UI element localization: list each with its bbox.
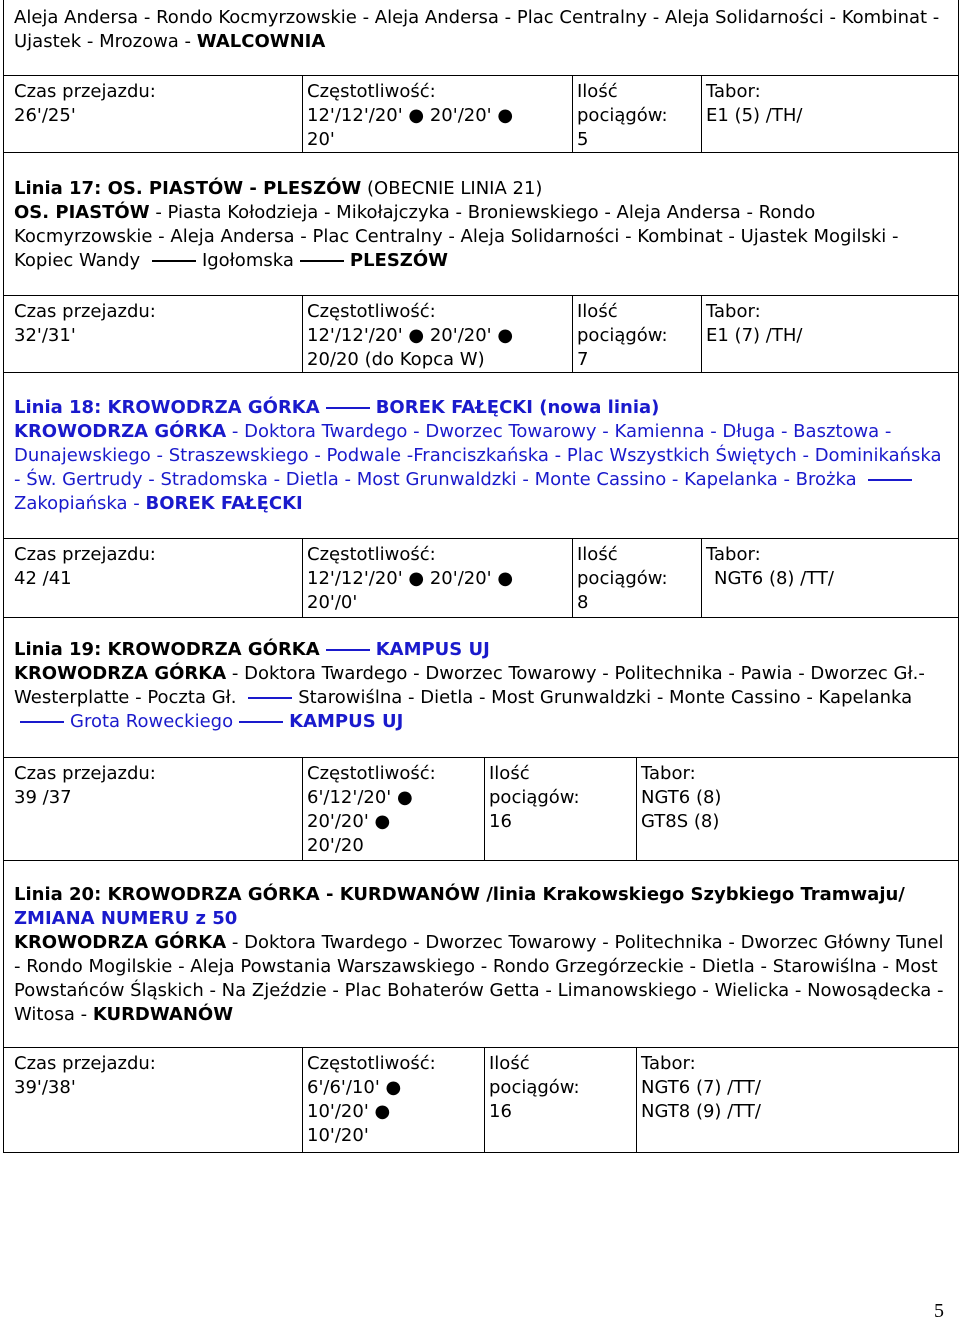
line-17-title: Linia 17: OS. PIASTÓW - PLESZÓW (OBECNIE LINIA 21): [14, 178, 543, 199]
rolling-stock-cell: Tabor: E1 (5) /TH/: [701, 76, 802, 152]
line-18-title: Linia 18: KROWODRZA GÓRKA BOREK FAŁĘCKI (nowa linia): [14, 397, 660, 418]
train-count-cell: Ilość pociągów: 16: [484, 758, 580, 860]
travel-time-cell: Czas przejazdu: 32'/31': [14, 301, 156, 346]
route-dash: [868, 479, 912, 481]
line-19-title: Linia 19: KROWODRZA GÓRKA KAMPUS UJ: [14, 639, 490, 660]
rolling-stock-cell: Tabor: NGT6 (8) GT8S (8): [636, 758, 721, 860]
travel-time-cell: Czas przejazdu: 39 /37: [14, 763, 156, 808]
info-row-4: [4, 757, 958, 861]
line-20-title: Linia 20: KROWODRZA GÓRKA - KURDWANÓW /linia Krakowskiego Szybkiego Tramwaju/ ZMIANA NUMERU z 50: [14, 884, 905, 929]
train-count-cell: Ilość pociągów: 8: [572, 539, 668, 617]
route-description-top: Aleja Andersa - Rondo Kocmyrzowskie - Aleja Andersa - Plac Centralny - Aleja Solidarności - Kombinat - Ujastek - Mrozowa - WALCOWNIA: [14, 7, 940, 52]
route-dash: [300, 260, 344, 262]
line-17-route: OS. PIASTÓW - Piasta Kołodzieja - Mikołajczyka - Broniewskiego - Aleja Andersa - Rondo Kocmyrzowskie - Aleja Andersa - Plac Centralny - Aleja Solidarności - Kombinat - Ujastek Mogilski - Kopiec Wandy Igołomska PLESZÓW: [14, 202, 899, 271]
travel-time-cell: Czas przejazdu: 42 /41: [14, 544, 156, 589]
route-dash: [326, 649, 370, 651]
route-dash: [152, 260, 196, 262]
info-row-5: [4, 1047, 958, 1152]
rolling-stock-cell: Tabor: NGT6 (8) /TT/: [701, 539, 834, 617]
frequency-cell: Częstotliwość: 12'/12'/20' ● 20'/20' ● 20'/0': [302, 539, 513, 617]
train-count-cell: Ilość pociągów: 5: [572, 76, 668, 152]
document-page: [3, 0, 959, 1153]
travel-time-cell: Czas przejazdu: 39'/38': [14, 1053, 156, 1098]
line-19-route: KROWODRZA GÓRKA - Doktora Twardego - Dworzec Towarowy - Politechnika - Pawia - Dworzec Gł.- Westerplatte - Poczta Gł. Starowiślna - Dietla - Most Grunwaldzki - Monte Cassino - Kapelanka Grota Roweckiego KAMPUS UJ: [14, 663, 925, 732]
rolling-stock-cell: Tabor: NGT6 (7) /TT/ NGT8 (9) /TT/: [636, 1048, 761, 1152]
info-row-2: [4, 295, 958, 373]
info-row-3: [4, 538, 958, 618]
travel-time-cell: Czas przejazdu: 26'/25': [14, 81, 156, 126]
line-18-route: KROWODRZA GÓRKA - Doktora Twardego - Dworzec Towarowy - Kamienna - Długa - Basztowa - Dunajewskiego - Straszewskiego - Podwale -Franciszkańska - Plac Wszystkich Świętych - Dominikańska - Św. Gertrudy - Stradomska - Dietla - Most Grunwaldzki - Monte Cassino - Kapelanka - Brożka Zakopiańska - BOREK FAŁĘCKI: [14, 421, 942, 514]
frequency-cell: Częstotliwość: 6'/12'/20' ● 20'/20' ● 20'/20: [302, 758, 436, 860]
info-row-1: [4, 75, 958, 153]
frequency-cell: Częstotliwość: 6'/6'/10' ● 10'/20' ● 10'/20': [302, 1048, 436, 1152]
route-dash: [20, 721, 64, 723]
frequency-cell: Częstotliwość: 12'/12'/20' ● 20'/20' ● 20': [302, 76, 513, 152]
frequency-cell: Częstotliwość: 12'/12'/20' ● 20'/20' ● 20/20 (do Kopca W): [302, 296, 513, 372]
train-count-cell: Ilość pociągów: 7: [572, 296, 668, 372]
route-dash: [248, 697, 292, 699]
route-dash: [326, 407, 370, 409]
line-20-route: KROWODRZA GÓRKA - Doktora Twardego - Dworzec Towarowy - Politechnika - Dworzec Główny Tunel - Rondo Mogilskie - Aleja Powstania Warszawskiego - Rondo Grzegórzeckie - Dietla - Starowiślna - Most Powstańców Śląskich - Na Zjeździe - Plac Bohaterów Getta - Limanowskiego - Wielicka - Nowosądecka - Witosa - KURDWANÓW: [14, 932, 944, 1025]
train-count-cell: Ilość pociągów: 16: [484, 1048, 580, 1152]
route-dash: [239, 721, 283, 723]
page-number: 5: [934, 1300, 944, 1322]
rolling-stock-cell: Tabor: E1 (7) /TH/: [701, 296, 802, 372]
